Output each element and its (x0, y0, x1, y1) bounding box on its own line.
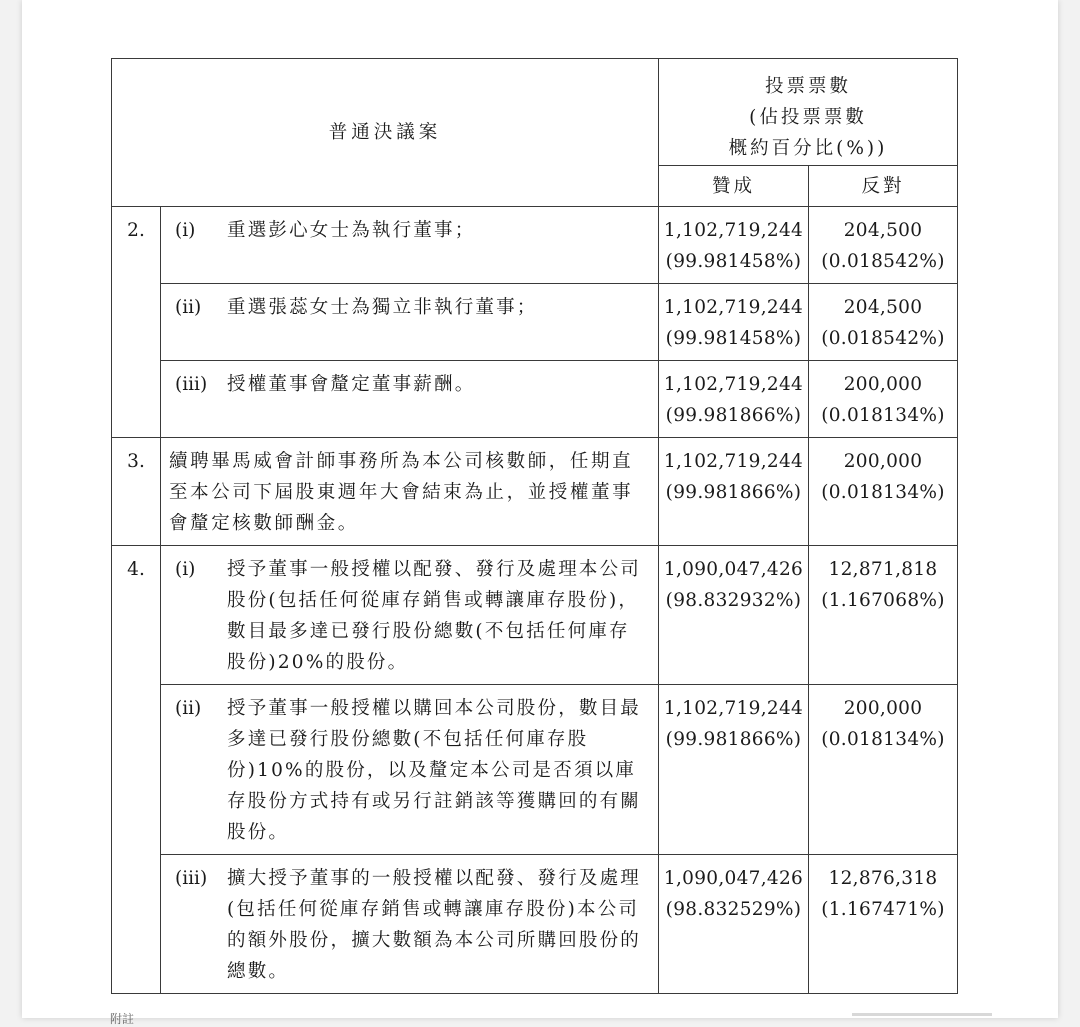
resolution-number: 3. (112, 438, 161, 546)
against-votes-cell (809, 438, 958, 546)
table-row (112, 855, 958, 994)
resolution-cell (161, 207, 659, 284)
resolution-text: 重選張蕊女士為獨立非執行董事； (227, 297, 538, 318)
resolution-number: 2. (112, 207, 161, 438)
against-votes: 12,876,318 (828, 868, 938, 889)
for-votes: 1,102,719,244 (663, 374, 804, 395)
against-votes-cell (809, 284, 958, 361)
for-votes: 1,102,719,244 (663, 698, 804, 719)
against-votes: 204,500 (843, 220, 923, 241)
against-votes: 200,000 (843, 374, 923, 395)
resolution-cell (161, 284, 659, 361)
table-row (112, 361, 958, 438)
for-votes: 1,102,719,244 (663, 297, 804, 318)
sub-item-label: (iii) (175, 868, 208, 889)
votes-header-line1: 投票票數 (764, 76, 851, 97)
against-percent: (1.167471%) (821, 899, 945, 920)
sub-item-label: (iii) (175, 374, 208, 395)
resolution-cell (161, 855, 659, 994)
resolution-cell (161, 685, 659, 855)
resolution-text: 授權董事會釐定董事薪酬。 (227, 374, 476, 395)
against-votes-cell (809, 546, 958, 685)
against-header: 反對 (809, 166, 958, 207)
table-row (112, 685, 958, 855)
against-votes: 200,000 (843, 698, 923, 719)
sub-item-label: (ii) (175, 698, 202, 719)
resolutions-header: 普通決議案 (112, 59, 659, 207)
sub-item-label: (i) (175, 220, 196, 241)
against-percent: (0.018134%) (821, 482, 945, 503)
for-percent: (99.981866%) (665, 405, 802, 426)
table-row (112, 438, 958, 546)
against-votes: 12,871,818 (828, 559, 938, 580)
for-votes-cell (659, 361, 809, 438)
for-votes: 1,090,047,426 (663, 559, 804, 580)
footer-note-label: 附註 (110, 1012, 135, 1026)
against-votes-cell (809, 685, 958, 855)
for-votes: 1,102,719,244 (663, 451, 804, 472)
resolution-text: 擴大授予董事的一般授權以配發、發行及處理(包括任何從庫存銷售或轉讓庫存股份)本公司的額外股份，擴大數額為本公司所購回股份的總數。 (227, 868, 642, 982)
against-percent: (0.018134%) (821, 405, 945, 426)
for-percent: (99.981866%) (665, 729, 802, 750)
votes-header (659, 59, 958, 166)
for-header: 贊成 (659, 166, 809, 207)
for-votes-cell (659, 284, 809, 361)
for-votes-cell (659, 855, 809, 994)
resolution-text: 續聘畢馬威會計師事務所為本公司核數師，任期直至本公司下屆股東週年大會結束為止，並授權董事會釐定核數師酬金。 (161, 438, 659, 546)
against-percent: (0.018542%) (821, 328, 945, 349)
for-percent: (98.832932%) (665, 590, 802, 611)
resolution-text: 授予董事一般授權以購回本公司股份，數目最多達已發行股份總數(不包括任何庫存股份)10%的股份，以及釐定本公司是否須以庫存股份方式持有或另行註銷該等獲購回的有關股份。 (227, 698, 642, 843)
for-votes: 1,102,719,244 (663, 220, 804, 241)
sub-item-label: (i) (175, 559, 196, 580)
against-votes-cell (809, 361, 958, 438)
for-votes-cell (659, 438, 809, 546)
resolution-text: 授予董事一般授權以配發、發行及處理本公司股份(包括任何從庫存銷售或轉讓庫存股份)，數目最多達已發行股份總數(不包括任何庫存股份)20%的股份。 (227, 559, 642, 673)
against-votes: 204,500 (843, 297, 923, 318)
for-percent: (99.981458%) (665, 328, 802, 349)
for-votes-cell (659, 207, 809, 284)
for-votes-cell (659, 546, 809, 685)
resolution-cell (161, 361, 659, 438)
for-percent: (99.981458%) (665, 251, 802, 272)
against-percent: (1.167068%) (821, 590, 945, 611)
resolution-cell (161, 546, 659, 685)
for-votes: 1,090,047,426 (663, 868, 804, 889)
resolution-number: 4. (112, 546, 161, 994)
header-row (112, 59, 958, 166)
resolution-text: 重選彭心女士為執行董事； (227, 220, 476, 241)
table-row (112, 207, 958, 284)
table-row (112, 284, 958, 361)
against-votes-cell (809, 207, 958, 284)
votes-header-line2: (佔投票票數 (749, 107, 867, 128)
against-votes: 200,000 (843, 451, 923, 472)
against-votes-cell (809, 855, 958, 994)
footer-divider (852, 1013, 992, 1016)
document-page (22, 0, 1058, 1026)
against-percent: (0.018542%) (821, 251, 945, 272)
sub-item-label: (ii) (175, 297, 202, 318)
table-row (112, 546, 958, 685)
for-votes-cell (659, 685, 809, 855)
votes-header-line3: 概約百分比(%)) (728, 138, 888, 159)
poll-results-table (111, 58, 958, 994)
for-percent: (98.832529%) (665, 899, 802, 920)
for-percent: (99.981866%) (665, 482, 802, 503)
against-percent: (0.018134%) (821, 729, 945, 750)
